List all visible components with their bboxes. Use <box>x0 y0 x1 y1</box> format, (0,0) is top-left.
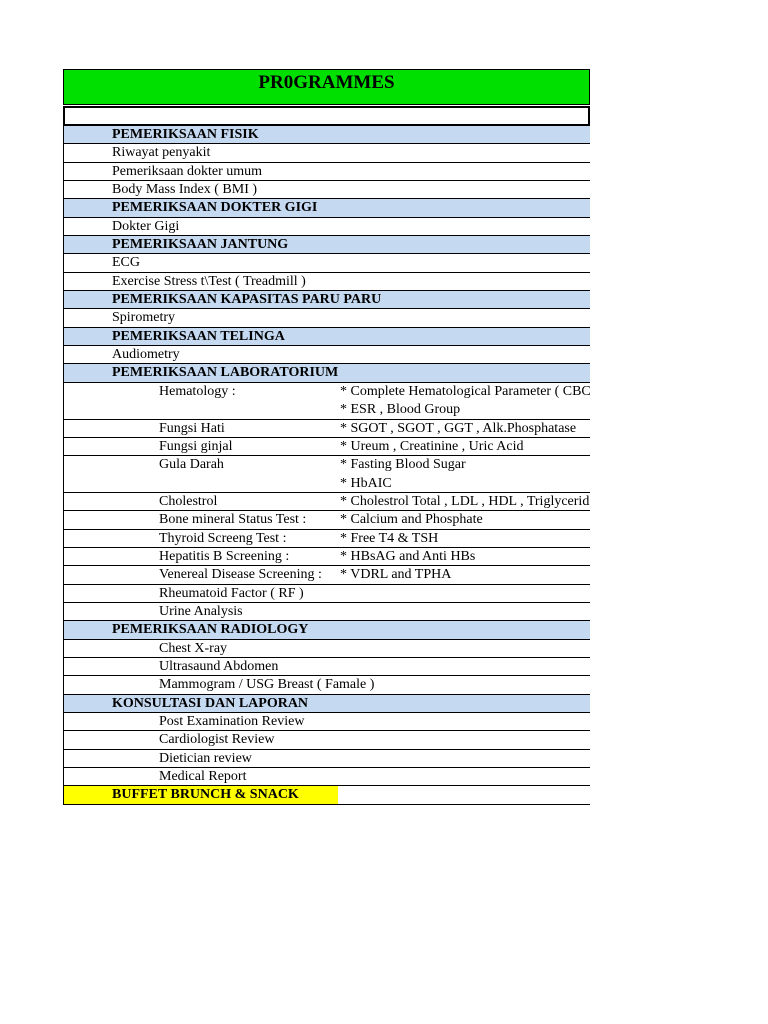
section-header <box>64 291 590 309</box>
exam-row <box>64 144 590 162</box>
section-header <box>64 621 590 639</box>
exam-name: Bone mineral Status Test : <box>159 512 307 528</box>
exam-name: Thyroid Screeng Test : <box>159 530 287 546</box>
exam-name: Hematology : <box>159 383 236 399</box>
section-header <box>64 236 590 254</box>
exam-name: Mammogram / USG Breast ( Famale ) <box>159 677 375 693</box>
exam-subrow <box>64 640 590 658</box>
exam-subrow <box>64 603 590 621</box>
exam-name: Spirometry <box>112 310 175 326</box>
section-title: PEMERIKSAAN KAPASITAS PARU PARU <box>112 292 382 308</box>
exam-name: Medical Report <box>159 769 247 785</box>
exam-detail: * ESR , Blood Group <box>340 402 461 418</box>
exam-name: Venereal Disease Screening : <box>159 567 322 583</box>
exam-subrow <box>64 493 590 511</box>
exam-name: Cholestrol <box>159 493 218 509</box>
exam-name: Riwayat penyakit <box>112 145 211 161</box>
programmes-sheet <box>63 69 590 805</box>
exam-subrow <box>64 438 590 456</box>
exam-detail: * VDRL and TPHA <box>340 567 452 583</box>
section-header <box>64 328 590 346</box>
exam-name: Audiometry <box>112 347 180 363</box>
exam-subrow <box>64 676 590 694</box>
exam-subrow <box>64 713 590 731</box>
exam-name: Dokter Gigi <box>112 218 180 234</box>
exam-detail: * Cholestrol Total , LDL , HDL , Triglycerid <box>340 493 590 509</box>
exam-name: Fungsi Hati <box>159 420 225 436</box>
exam-row <box>64 163 590 181</box>
section-title: PEMERIKSAAN DOKTER GIGI <box>112 200 318 216</box>
exam-row <box>64 309 590 327</box>
exam-subrow <box>64 548 590 566</box>
exam-row <box>64 273 590 291</box>
exam-detail: * Calcium and Phosphate <box>340 512 483 528</box>
exam-row <box>64 181 590 199</box>
exam-detail: * Free T4 & TSH <box>340 530 439 546</box>
exam-subrow <box>64 511 590 529</box>
footer-row <box>64 786 590 804</box>
exam-name: Exercise Stress t\Test ( Treadmill ) <box>112 273 306 289</box>
section-header <box>64 126 590 144</box>
footer-label: BUFFET BRUNCH & SNACK <box>112 787 299 803</box>
exam-detail: * SGOT , SGOT , GGT , Alk.Phosphatase <box>340 420 577 436</box>
exam-subrow <box>64 658 590 676</box>
exam-subrow <box>64 566 590 584</box>
section-title: KONSULTASI DAN LAPORAN <box>112 695 309 711</box>
exam-name: Body Mass Index ( BMI ) <box>112 182 258 198</box>
exam-detail: * HbAIC <box>340 475 392 491</box>
exam-name: Urine Analysis <box>159 603 243 619</box>
exam-row <box>64 218 590 236</box>
section-title: PEMERIKSAAN TELINGA <box>112 328 285 344</box>
exam-detail: * HBsAG and Anti HBs <box>340 548 476 564</box>
exam-name: Dietician review <box>159 750 252 766</box>
exam-row <box>64 254 590 272</box>
exam-name: Hepatitis B Screening : <box>159 548 290 564</box>
exam-name: Post Examination Review <box>159 714 305 729</box>
section-title: PEMERIKSAAN JANTUNG <box>112 237 289 253</box>
exam-subrow <box>64 530 590 548</box>
exam-name: Chest X-ray <box>159 640 228 656</box>
exam-subrow <box>64 768 590 786</box>
exam-subrow <box>64 585 590 603</box>
page-title: PR0GRAMMES <box>63 69 590 105</box>
section-title: PEMERIKSAAN RADIOLOGY <box>112 622 309 638</box>
programme-table <box>63 126 590 805</box>
exam-subrow <box>64 750 590 768</box>
blank-row <box>63 106 590 126</box>
exam-subrow <box>64 456 590 474</box>
section-header <box>64 199 590 217</box>
exam-detail: * Ureum , Creatinine , Uric Acid <box>340 438 524 454</box>
exam-subrow <box>64 731 590 749</box>
exam-subrow <box>64 383 590 401</box>
exam-name: Ultrasaund Abdomen <box>159 658 279 674</box>
section-title: PEMERIKSAAN LABORATORIUM <box>112 365 339 381</box>
exam-name: Pemeriksaan dokter umum <box>112 163 263 179</box>
exam-subrow <box>64 420 590 438</box>
exam-row <box>64 346 590 364</box>
exam-name: Cardiologist Review <box>159 732 275 748</box>
exam-subrow <box>64 475 590 493</box>
exam-name: Gula Darah <box>159 457 224 473</box>
exam-detail: * Fasting Blood Sugar <box>340 457 466 473</box>
exam-name: Rheumatoid Factor ( RF ) <box>159 585 304 601</box>
exam-name: ECG <box>112 255 140 271</box>
exam-name: Fungsi ginjal <box>159 438 233 454</box>
section-title: PEMERIKSAAN FISIK <box>112 127 259 142</box>
section-header <box>64 364 590 382</box>
section-header <box>64 695 590 713</box>
exam-detail: * Complete Hematological Parameter ( CBC <box>340 383 591 399</box>
exam-subrow <box>64 401 590 419</box>
